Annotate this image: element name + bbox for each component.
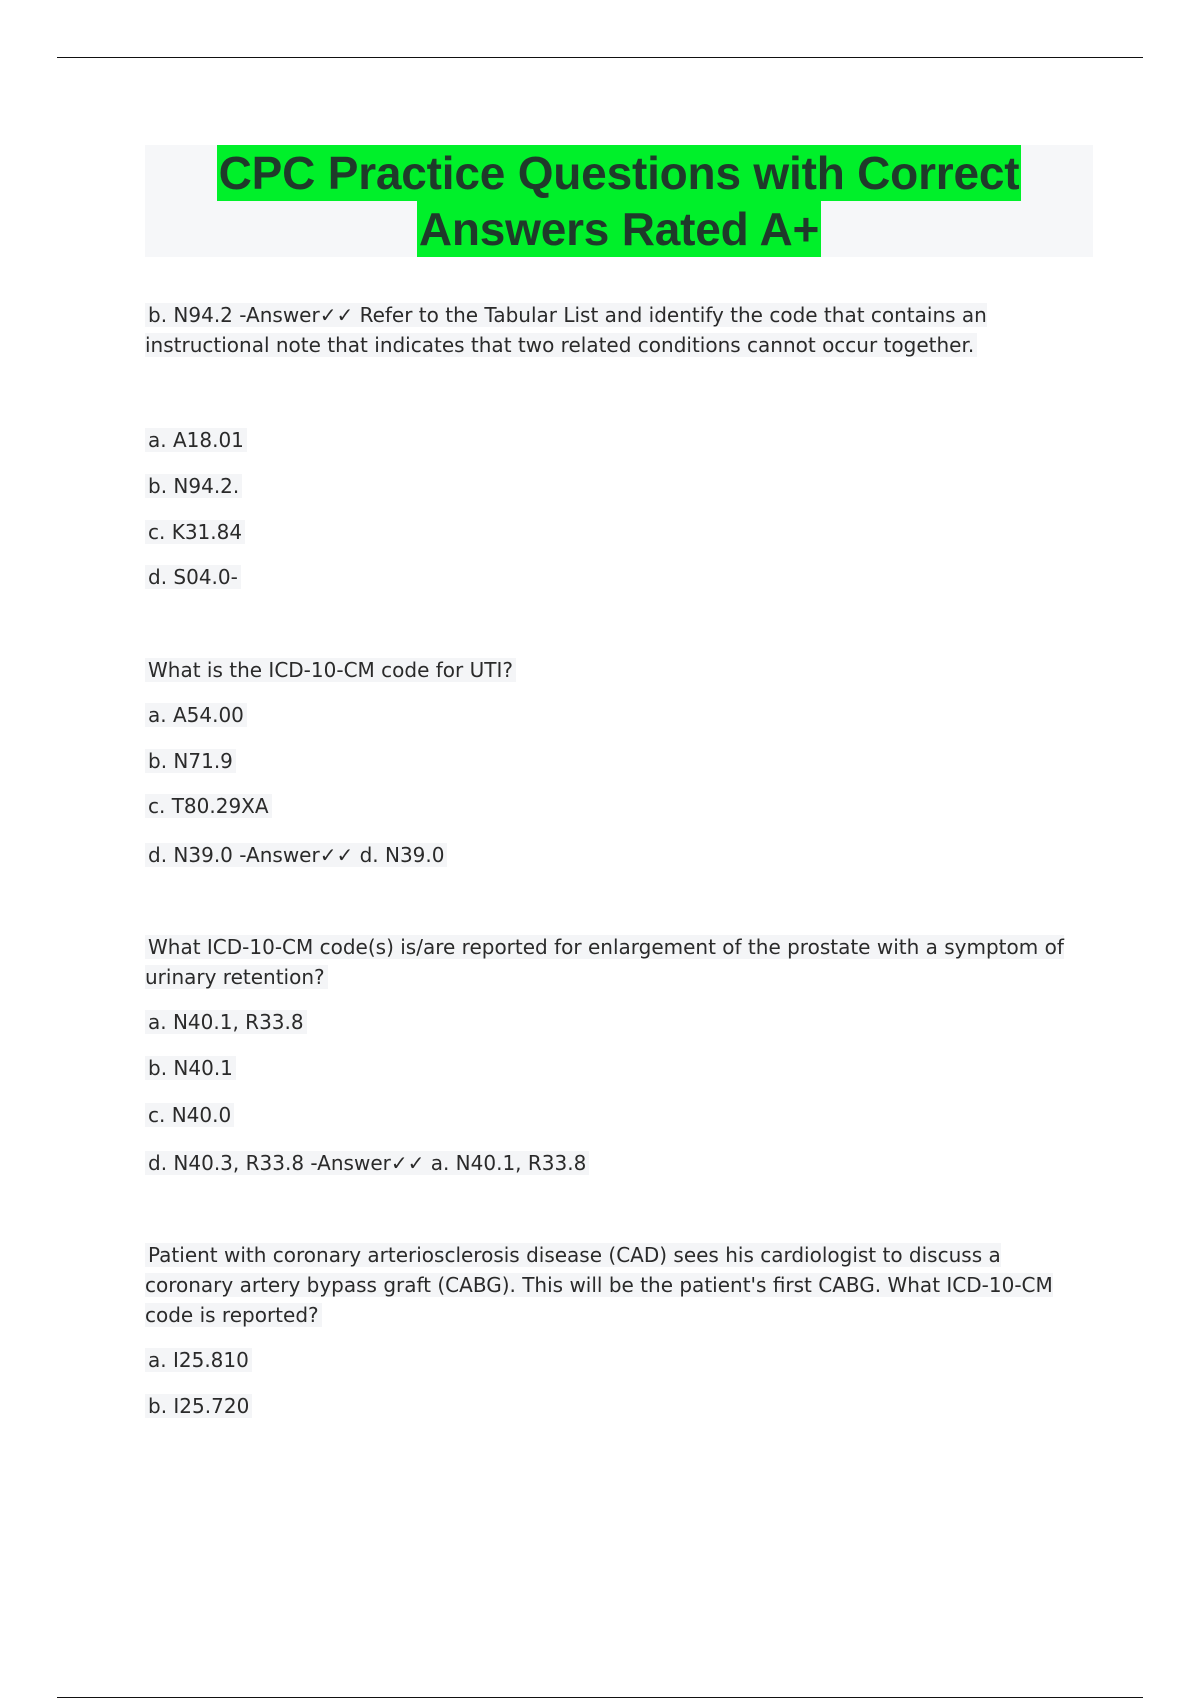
question-text: What ICD-10-CM code(s) is/are reported for enlargement of the prostate with a symptom of urinary retention? [145,935,1064,989]
bottom-rule [57,1697,1143,1698]
option-d-answer: d. N40.3, R33.8 -Answer✓✓ a. N40.1, R33.8 [145,1148,1085,1178]
option-d-answer: d. N39.0 -Answer✓✓ d. N39.0 [145,840,1085,870]
option-a: a. N40.1, R33.8 [145,1007,1085,1037]
option-a: a. I25.810 [145,1345,1085,1375]
top-rule [57,57,1143,58]
option-b: b. N71.9 [145,746,1085,776]
option-a: a. A18.01 [145,425,1085,455]
title-line-2: Answers Rated A+ [418,203,820,255]
question-text: Patient with coronary arteriosclerosis disease (CAD) sees his cardiologist to discuss a coronary artery bypass graft (CABG). This will be the patient's first CABG. What ICD-10-CM code is reported? [145,1243,1053,1327]
option-b: b. I25.720 [145,1391,1085,1421]
option-d: d. S04.0- [145,562,1085,592]
answer-explanation: b. N94.2 -Answer✓✓ Refer to the Tabular List and identify the code that contains an instructional note that indicates that two related conditions cannot occur together. [145,303,987,357]
option-b: b. N94.2. [145,471,1085,501]
option-c: c. T80.29XA [145,791,1085,821]
title-line-1: CPC Practice Questions with Correct [218,147,1020,199]
option-a: a. A54.00 [145,700,1085,730]
option-c: c. K31.84 [145,517,1085,547]
question-text: What is the ICD-10-CM code for UTI? [145,655,1085,685]
option-c: c. N40.0 [145,1100,1085,1130]
document-title [145,145,1093,257]
option-b: b. N40.1 [145,1053,1085,1083]
